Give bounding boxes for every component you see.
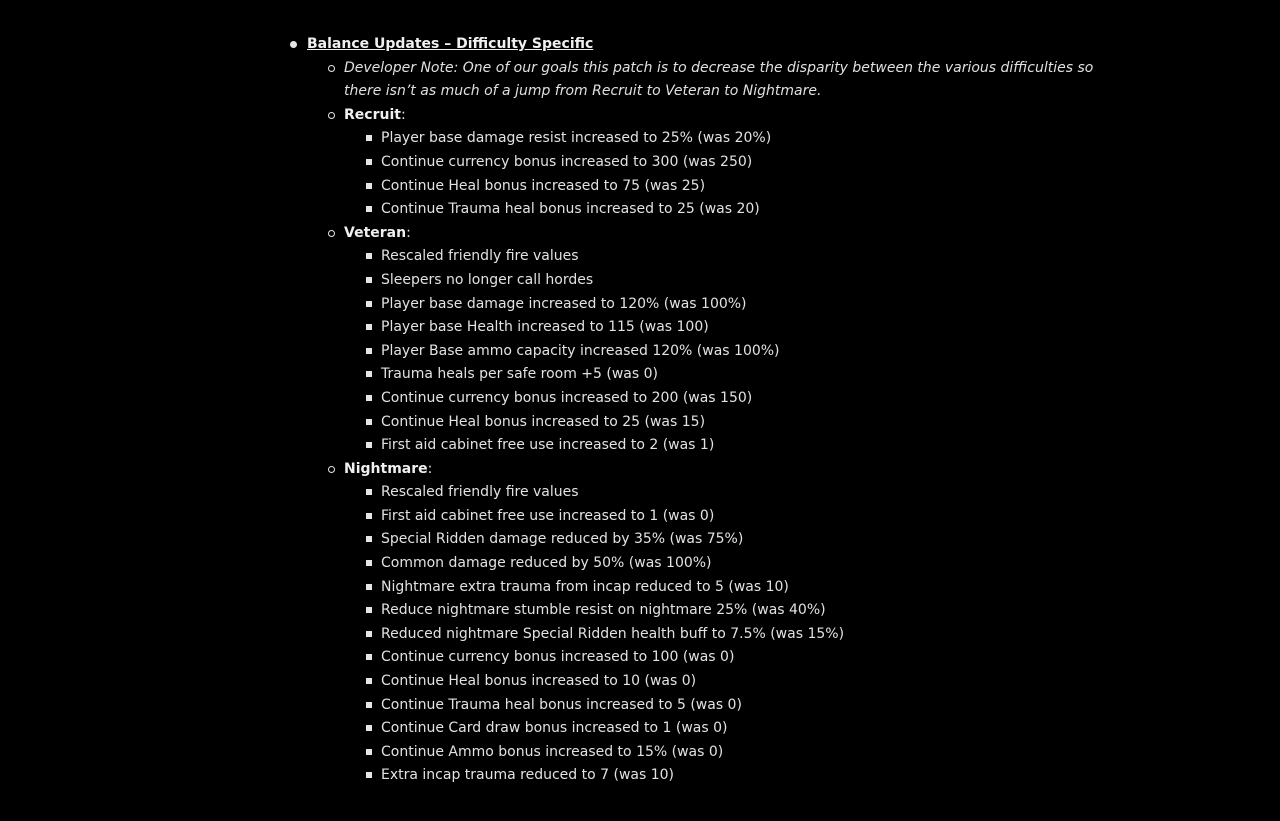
list-item	[287, 670, 1127, 694]
list-item	[287, 340, 1127, 364]
square-bullet-icon	[366, 489, 372, 495]
list-item-text: Player base damage increased to 120% (was 100%)	[381, 295, 747, 312]
group-heading-veteran: Veteran:	[287, 222, 1127, 246]
square-bullet-icon	[366, 324, 372, 330]
list-item-text: Common damage reduced by 50% (was 100%)	[381, 555, 712, 572]
list-item-text: Sleepers no longer call hordes	[381, 271, 594, 288]
list-item	[287, 599, 1127, 623]
list-item	[287, 764, 1127, 788]
list-item	[287, 741, 1127, 765]
square-bullet-icon	[366, 654, 372, 660]
square-bullet-icon	[366, 702, 372, 708]
list-item	[287, 269, 1127, 293]
list-item-text: Player Base ammo capacity increased 120% (was 100%)	[381, 342, 780, 359]
list-item-text: Continue Card draw bonus increased to 1 (was 0)	[381, 720, 728, 737]
list-item	[287, 198, 1127, 222]
square-bullet-icon	[366, 206, 372, 212]
list-item	[287, 387, 1127, 411]
list-item	[287, 127, 1127, 151]
list-item-text: Continue currency bonus increased to 200 (was 150)	[381, 389, 753, 406]
square-bullet-icon	[366, 135, 372, 141]
list-item	[287, 363, 1127, 387]
square-bullet-icon	[366, 419, 372, 425]
list-item-text: First aid cabinet free use increased to 1 (was 0)	[381, 507, 715, 524]
list-item-text: Continue Heal bonus increased to 25 (was 15)	[381, 413, 706, 430]
group-title: Nightmare	[344, 460, 428, 477]
list-item	[287, 552, 1127, 576]
circle-bullet-icon	[328, 65, 335, 72]
square-bullet-icon	[366, 159, 372, 165]
list-item	[287, 151, 1127, 175]
list-item	[287, 316, 1127, 340]
list-item	[287, 293, 1127, 317]
list-item-text: First aid cabinet free use increased to 2 (was 1)	[381, 437, 715, 454]
patch-notes-document	[287, 33, 1127, 788]
square-bullet-icon	[366, 536, 372, 542]
section-heading-item	[287, 33, 1127, 57]
list-item-text: Continue Trauma heal bonus increased to 5 (was 0)	[381, 696, 742, 713]
list-item-text: Rescaled friendly fire values	[381, 248, 579, 265]
square-bullet-icon	[366, 631, 372, 637]
group-heading-nightmare: Nightmare:	[287, 458, 1127, 482]
list-item	[287, 175, 1127, 199]
list-item-text: Player base Health increased to 115 (was 100)	[381, 319, 709, 336]
list-item-text: Player base damage resist increased to 25% (was 20%)	[381, 130, 772, 147]
circle-bullet-icon	[328, 466, 335, 473]
group-title: Veteran	[344, 224, 407, 241]
square-bullet-icon	[366, 301, 372, 307]
square-bullet-icon	[366, 395, 372, 401]
square-bullet-icon	[366, 253, 372, 259]
section-title-link[interactable]: Balance Updates – Difficulty Specific	[307, 36, 594, 52]
list-item	[287, 481, 1127, 505]
circle-bullet-icon	[328, 112, 335, 119]
list-item-text: Nightmare extra trauma from incap reduced to 5 (was 10)	[381, 578, 789, 595]
list-item-text: Special Ridden damage reduced by 35% (was 75%)	[381, 531, 744, 548]
square-bullet-icon	[366, 749, 372, 755]
square-bullet-icon	[366, 277, 372, 283]
list-item-text: Reduced nightmare Special Ridden health buff to 7.5% (was 15%)	[381, 625, 845, 642]
list-item	[287, 505, 1127, 529]
square-bullet-icon	[366, 772, 372, 778]
circle-bullet-icon	[328, 230, 335, 237]
square-bullet-icon	[366, 513, 372, 519]
square-bullet-icon	[366, 725, 372, 731]
list-item-text: Continue Heal bonus increased to 10 (was 0)	[381, 673, 697, 690]
list-item	[287, 528, 1127, 552]
list-item-text: Continue Trauma heal bonus increased to 25 (was 20)	[381, 201, 760, 218]
list-item-text: Continue Heal bonus increased to 75 (was 25)	[381, 177, 706, 194]
group-title: Recruit	[344, 106, 401, 123]
list-item	[287, 411, 1127, 435]
list-item	[287, 434, 1127, 458]
list-item-text: Extra incap trauma reduced to 7 (was 10)	[381, 767, 674, 784]
list-item	[287, 646, 1127, 670]
list-item-text: Continue currency bonus increased to 300 (was 250)	[381, 153, 753, 170]
list-item	[287, 623, 1127, 647]
list-item	[287, 245, 1127, 269]
square-bullet-icon	[366, 348, 372, 354]
list-item	[287, 694, 1127, 718]
square-bullet-icon	[366, 371, 372, 377]
square-bullet-icon	[366, 560, 372, 566]
group-heading-recruit: Recruit:	[287, 104, 1127, 128]
square-bullet-icon	[366, 607, 372, 613]
list-item	[287, 576, 1127, 600]
square-bullet-icon	[366, 442, 372, 448]
square-bullet-icon	[366, 183, 372, 189]
developer-note-item	[287, 57, 1127, 104]
list-item-text: Continue currency bonus increased to 100 (was 0)	[381, 649, 735, 666]
list-item-text: Reduce nightmare stumble resist on nightmare 25% (was 40%)	[381, 602, 826, 619]
developer-note: Developer Note: One of our goals this patch is to decrease the disparity between the various difficulties so there isn’t as much of a jump from Recruit to Veteran to Nightmare.	[344, 59, 1094, 100]
square-bullet-icon	[366, 584, 372, 590]
list-item-text: Continue Ammo bonus increased to 15% (was 0)	[381, 743, 724, 760]
square-bullet-icon	[366, 678, 372, 684]
disc-bullet-icon	[290, 41, 297, 48]
list-item	[287, 717, 1127, 741]
list-item-text: Rescaled friendly fire values	[381, 484, 579, 501]
list-item-text: Trauma heals per safe room +5 (was 0)	[381, 366, 658, 383]
